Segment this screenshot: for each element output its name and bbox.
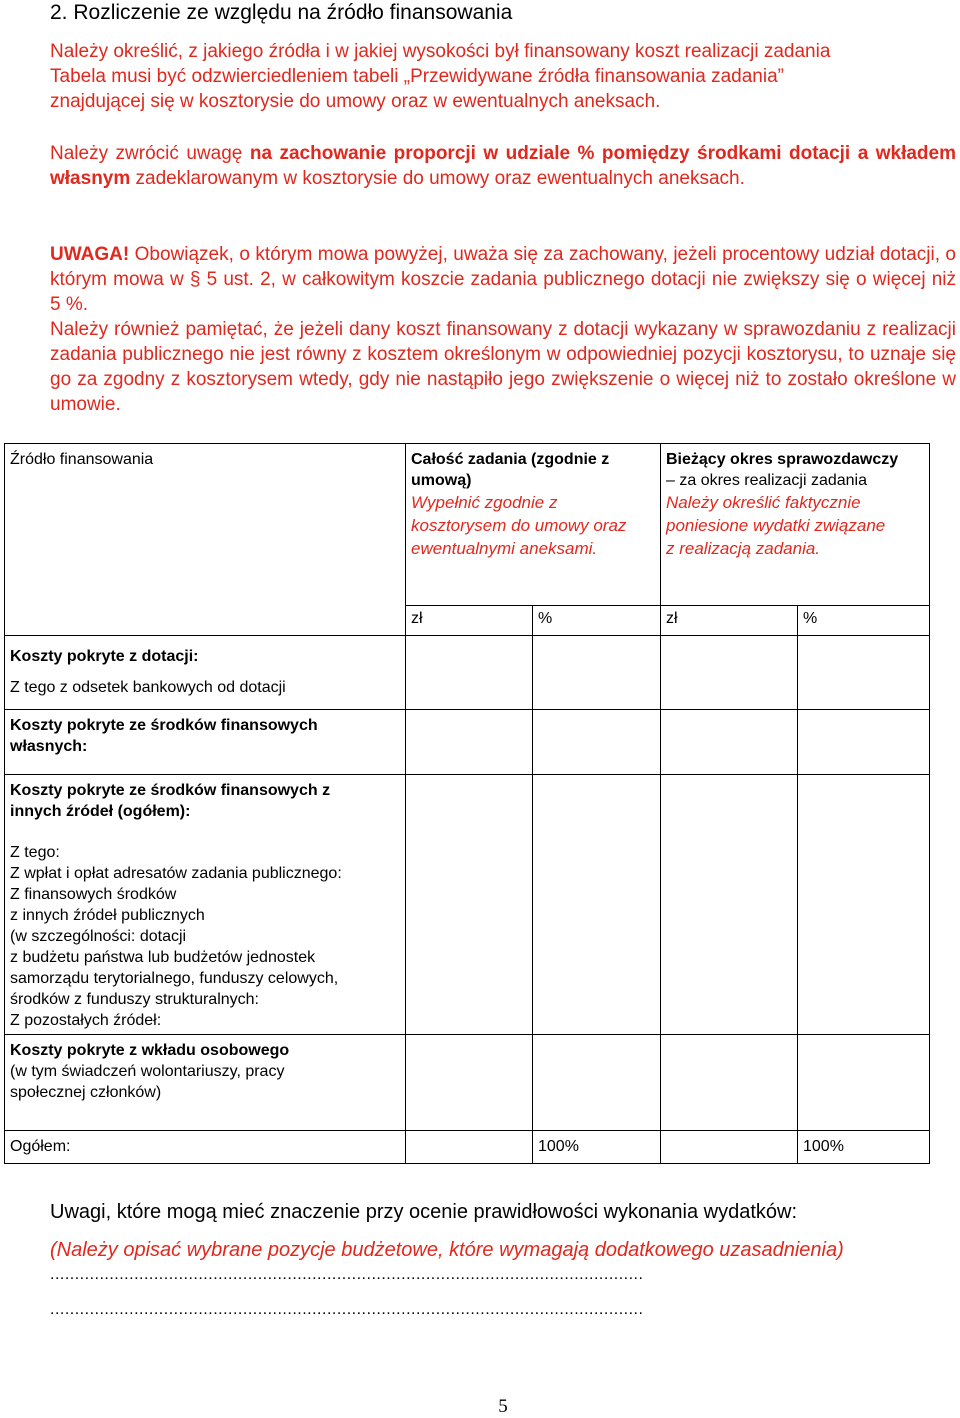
intro-line-2: Tabela musi być odzwierciedleniem tabeli „Przewidywane źródła finansowania zadania” bbox=[50, 66, 784, 87]
row-other-detail-4: (w szczególności: dotacji bbox=[10, 928, 187, 945]
proportion-note-bold: na zachowanie proporcji w udziale % pomiędzy środkami dotacji a wkładem własnym bbox=[50, 143, 956, 189]
row-grant bbox=[5, 636, 406, 710]
intro-line-3: znajdującej się w kosztorysie do umowy oraz w ewentualnych aneksach. bbox=[50, 91, 661, 112]
row-other-label: Koszty pokryte ze środków finansowych z innych źródeł (ogółem): bbox=[10, 782, 331, 820]
proportion-note bbox=[50, 141, 956, 191]
remarks-instruction: (Należy opisać wybrane pozycje budżetowe, które wymagają dodatkowego uzasadnienia) bbox=[50, 1239, 844, 1261]
row-inkind-rest: (w tym świadczeń wolontariuszy, pracy społecznej członków) bbox=[10, 1063, 285, 1101]
reminder-paragraph: Należy również pamiętać, że jeżeli dany koszt finansowany z dotacji wykazany w sprawozdaniu z realizacji zadania publicznego nie jest równy z kosztem określonym w odpowiedniej pozycji kosztorysu, to uznaje się go za zgodny z kosztorysem wtedy, gdy nie nastąpiło jego zwiększenie o więcej niż to zostało określone w umowie. bbox=[50, 319, 956, 415]
proportion-note-lead: Należy zwrócić uwagę bbox=[50, 143, 250, 164]
header-current bbox=[661, 444, 930, 606]
unit-row-spacer bbox=[5, 606, 406, 636]
page-number: 5 bbox=[498, 1396, 508, 1417]
row-own bbox=[5, 710, 406, 775]
intro-line-1: Należy określić, z jakiego źródła i w jakiej wysokości był finansowany koszt realizacji zadania bbox=[50, 41, 831, 62]
row-other-detail-7: środków z funduszy strukturalnych: bbox=[10, 991, 259, 1008]
header-current-note: Należy określić faktycznie poniesione wydatki związane z realizacją zadania. bbox=[666, 493, 886, 558]
row-other-detail-1: Z wpłat i opłat adresatów zadania publicznego: bbox=[10, 865, 342, 882]
row-grant-label: Koszty pokryte z dotacji: bbox=[10, 648, 199, 665]
row-other-detail-5: z budżetu państwa lub budżetów jednostek bbox=[10, 949, 316, 966]
unit-total-pct: % bbox=[533, 606, 661, 636]
total-pct-total: 100% bbox=[533, 1131, 661, 1164]
header-current-label: Bieżący okres sprawozdawczy bbox=[666, 451, 899, 468]
row-own-label: Koszty pokryte ze środków finansowych własnych: bbox=[10, 717, 318, 755]
warning-paragraph bbox=[50, 242, 956, 317]
unit-current-pct: % bbox=[798, 606, 930, 636]
proportion-note-tail: zadeklarowanym w kosztorysie do umowy oraz ewentualnych aneksach. bbox=[130, 168, 745, 189]
row-inkind-label: Koszty pokryte z wkładu osobowego bbox=[10, 1042, 290, 1059]
remarks-dots-line-1[interactable]: ........................................................................................................................ bbox=[50, 1266, 644, 1283]
row-other-detail-2: Z finansowych środków bbox=[10, 886, 177, 903]
row-other-detail-3: z innych źródeł publicznych bbox=[10, 907, 205, 924]
unit-current-zl: zł bbox=[661, 606, 798, 636]
header-total-note: Wypełnić zgodnie z kosztorysem do umowy oraz ewentualnymi aneksami. bbox=[411, 493, 627, 558]
remarks-heading: Uwagi, które mogą mieć znaczenie przy ocenie prawidłowości wykonania wydatków: bbox=[50, 1201, 798, 1223]
warning-label: UWAGA! bbox=[50, 244, 130, 265]
financing-table bbox=[4, 443, 930, 1164]
row-other-detail-6: samorządu terytorialnego, funduszy celowych, bbox=[10, 970, 339, 987]
total-pct-current: 100% bbox=[798, 1131, 930, 1164]
warning-text: Obowiązek, o którym mowa powyżej, uważa się za zachowany, jeżeli procentowy udział dotacji, o którym mowa w § 5 ust. 2, w całkowitym koszcie zadania publicznego dotacji nie zwiększy się o więcej niż 5 %. bbox=[50, 244, 956, 315]
header-total-label: Całość zadania (zgodnie z umową) bbox=[411, 451, 610, 489]
header-total bbox=[406, 444, 661, 606]
row-grant-interest: Z tego z odsetek bankowych od dotacji bbox=[10, 679, 286, 696]
row-total-label: Ogółem: bbox=[10, 1138, 71, 1155]
intro-paragraph bbox=[50, 39, 956, 114]
header-source bbox=[5, 444, 406, 606]
section-title: 2. Rozliczenie ze względu na źródło finansowania bbox=[50, 1, 513, 24]
remarks-dots-line-2[interactable]: ........................................................................................................................ bbox=[50, 1301, 644, 1318]
unit-total-zl: zł bbox=[406, 606, 533, 636]
row-total bbox=[5, 1131, 406, 1164]
row-other-detail-8: Z pozostałych źródeł: bbox=[10, 1012, 162, 1029]
row-inkind bbox=[5, 1035, 406, 1131]
header-current-rest: – za okres realizacji zadania bbox=[666, 472, 867, 489]
header-source-label: Źródło finansowania bbox=[10, 451, 154, 468]
row-other bbox=[5, 775, 406, 1035]
row-other-detail-0: Z tego: bbox=[10, 844, 60, 861]
